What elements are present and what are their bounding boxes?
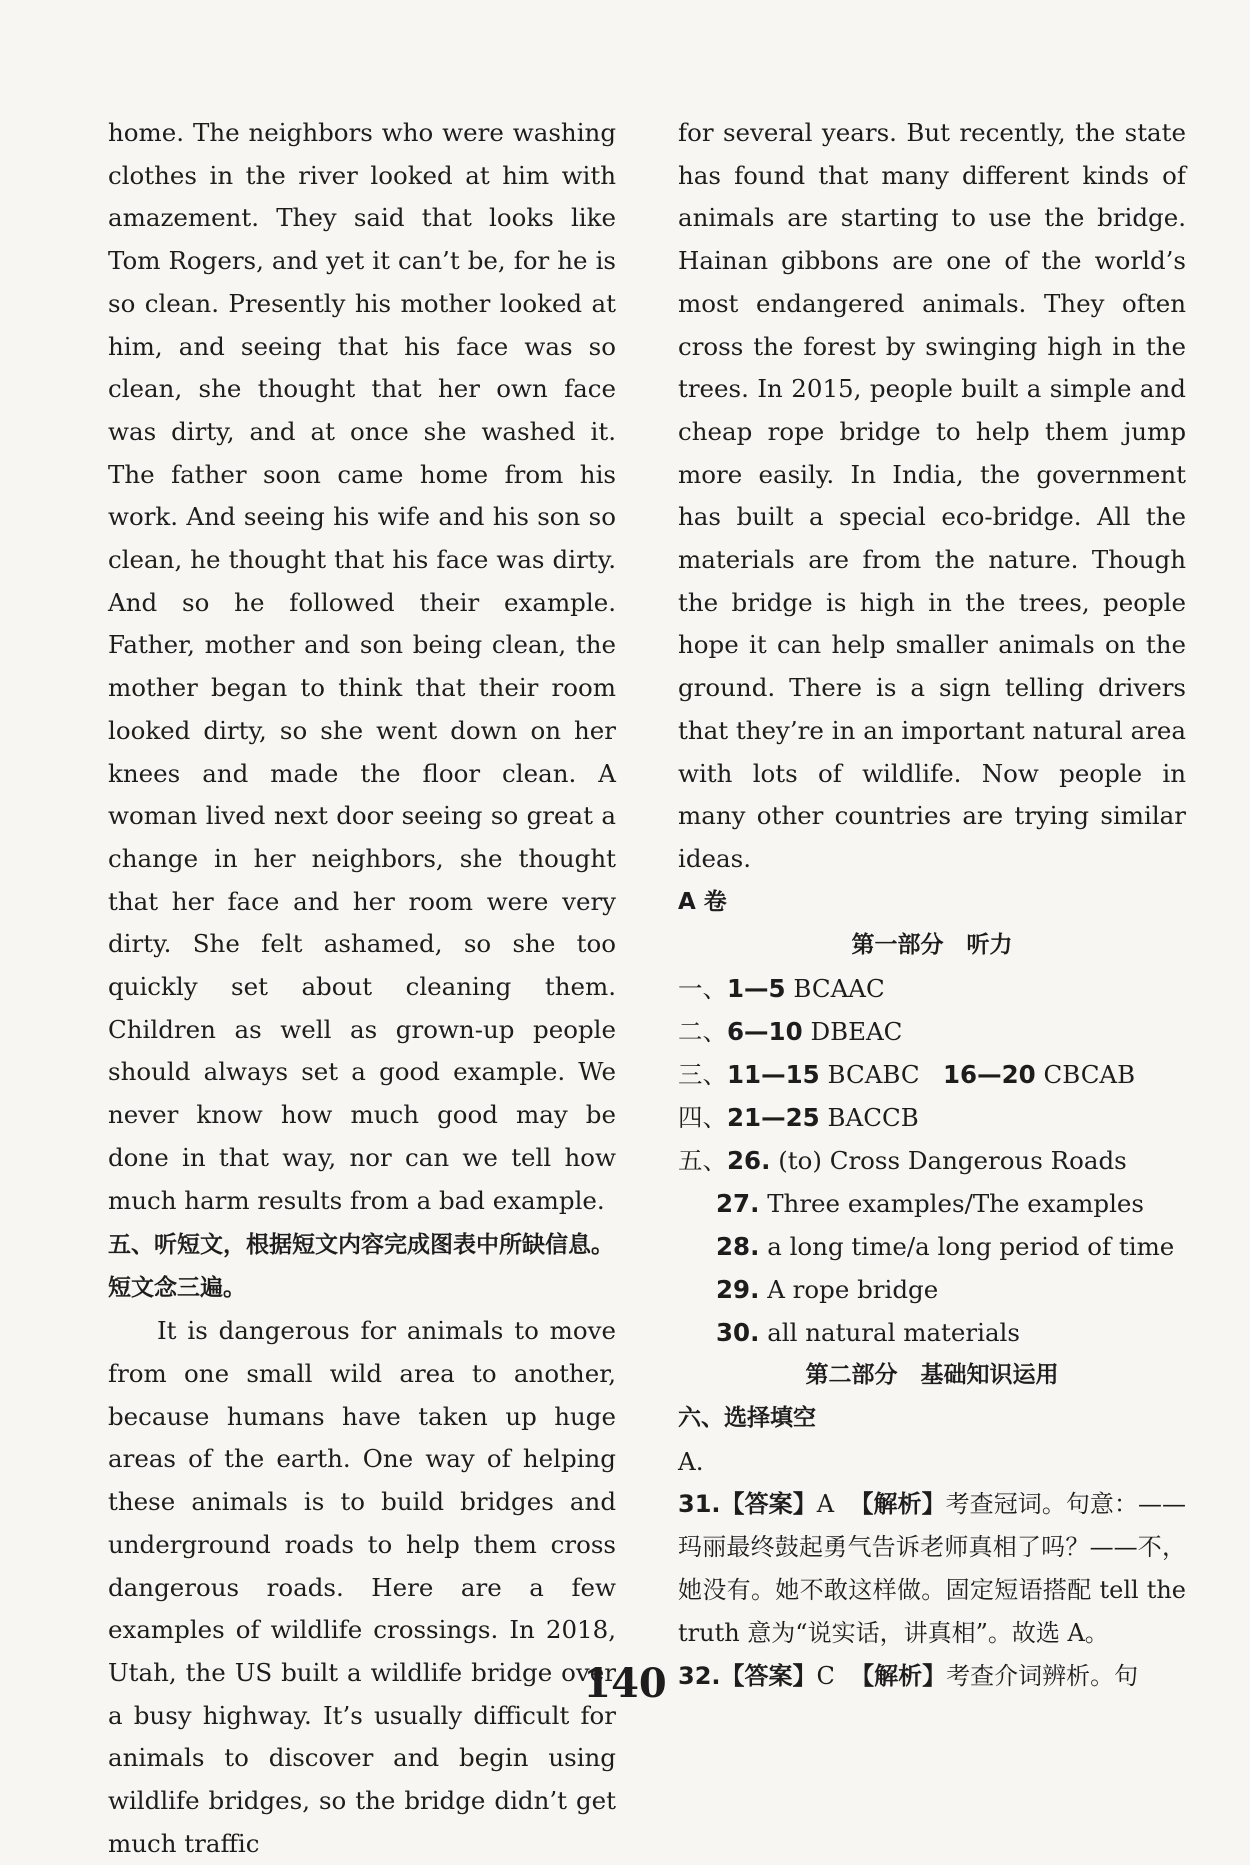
page-number: 140 (583, 1660, 667, 1707)
right-column (678, 112, 1186, 1698)
section-5-answer-26: 五、26. (to) Cross Dangerous Roads (678, 1145, 1127, 1175)
answer-row-3: 三、11—15 BCABC 16—20 CBCAB (678, 1059, 1136, 1089)
passage-continue: for several years. But recently, the state has found that many different kinds of animals are starting to use the bridge. Hainan gibbons are one of the world’s most endangered animals. They often cross the forest by swinging high in the trees. In 2015, people built a simple and cheap rope bridge to help them jump more easily. In India, the government has built a special eco-bridge. All the materials are from the nature. Though the bridge is high in the trees, people hope it can help smaller animals on the ground. There is a sign telling drivers that they’re in an important natural area with lots of wildlife. Now people in many other countries are trying similar ideas. (678, 118, 1186, 873)
subsection-label: A. (678, 1446, 704, 1476)
left-column (108, 112, 616, 1865)
part-2-title: 第二部分 基础知识运用 (805, 1361, 1059, 1388)
section-5-answer-27: 27. Three examples/The examples (716, 1188, 1144, 1218)
question-31-explanation: 31.【答案】A 【解析】考查冠词。句意：——玛丽最终鼓起勇气告诉老师真相了吗？——不，她没有。她不敢这样做。固定短语搭配 tell the truth 意为“说实话，讲真相”。故选 A。 (678, 1489, 1187, 1647)
question-32-explanation: 32.【答案】C 【解析】考查介词辨析。句 (678, 1661, 1139, 1690)
answer-row-2: 二、6—10 DBEAC (678, 1016, 903, 1046)
passage-end: home. The neighbors who were washing clothes in the river looked at him with amazement. They said that looks like Tom Rogers, and yet it can’t be, for he is so clean. Presently his mother looked at him, and seeing that his face was so clean, she thought that her own face was dirty, and at once she washed it. The father soon came home from his work. And seeing his wife and his son so clean, he thought that his face was dirty. And so he followed their example. Father, mother and son being clean, the mother began to think that their room looked dirty, so she went down on her knees and made the floor clean. A woman lived next door seeing so great a change in her neighbors, she thought that her face and her room were very dirty. She felt ashamed, so she too quickly set about cleaning them. Children as well as grown-up people should always set a good example. We never know how much good may be done in that way, nor can we tell how much harm results from a bad example. (108, 118, 616, 1215)
section-5-answer-28: 28. a long time/a long period of time (716, 1231, 1175, 1261)
answer-row-4: 四、21—25 BACCB (678, 1102, 919, 1132)
part-1-title: 第一部分 听力 (851, 931, 1013, 958)
section-5-passage: It is dangerous for animals to move from one small wild area to another, because humans have taken up huge areas of the earth. One way of helping these animals is to build bridges and underground roads to help them cross dangerous roads. Here are a few examples of wildlife crossings. In 2018, Utah, the US built a wildlife bridge over a busy highway. It’s usually difficult for animals to discover and begin using wildlife bridges, so the bridge didn’t get much traffic (108, 1316, 616, 1858)
section-5-answer-29: 29. A rope bridge (716, 1274, 939, 1304)
section-6-heading: 六、选择填空 (678, 1404, 816, 1431)
section-5-answer-30: 30. all natural materials (716, 1317, 1020, 1347)
section-5-heading: 五、听短文，根据短文内容完成图表中所缺信息。短文念三遍。 (108, 1232, 614, 1302)
answer-row-1: 一、1—5 BCAAC (678, 973, 885, 1003)
volume-label: A 卷 (678, 888, 727, 915)
